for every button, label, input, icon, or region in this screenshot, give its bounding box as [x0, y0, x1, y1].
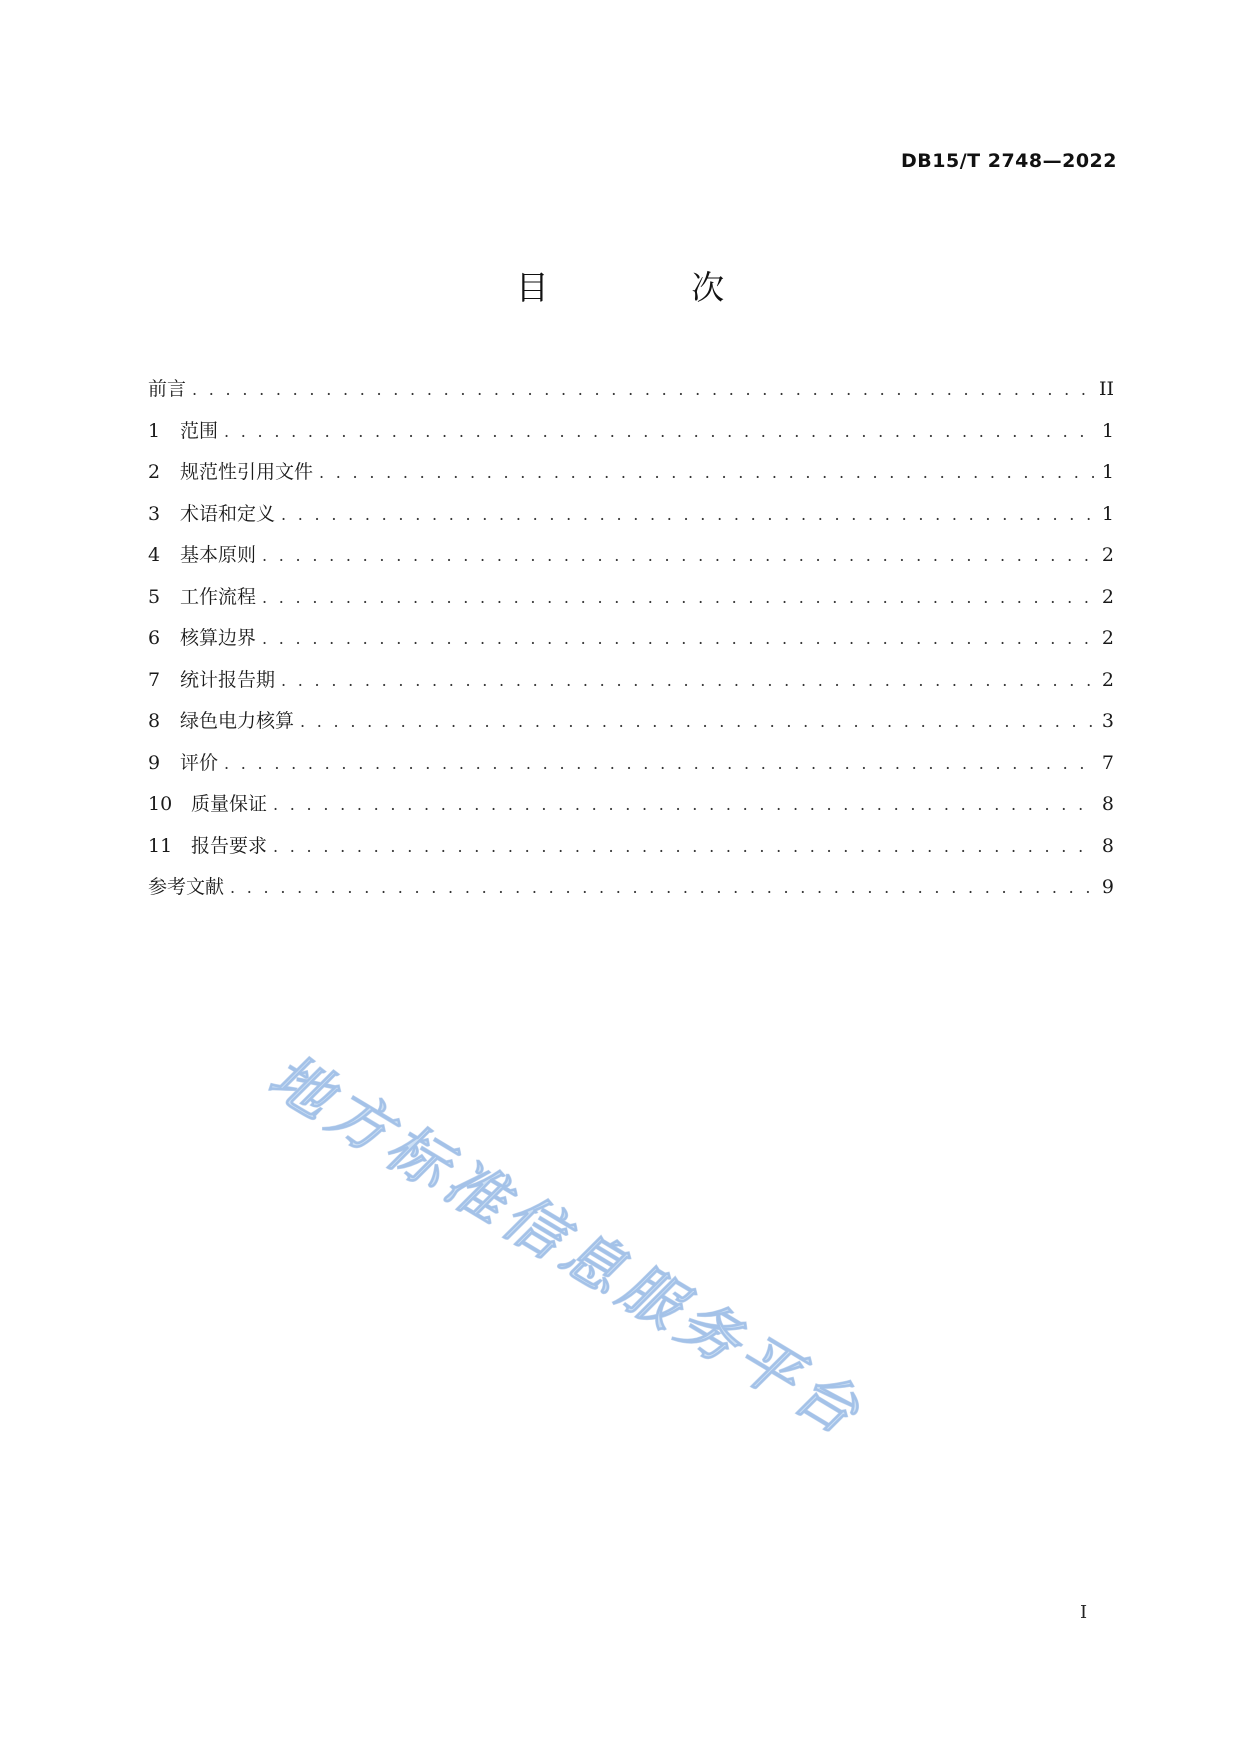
watermark-text: 地方标准信息服务平台 [257, 1041, 877, 1452]
toc-entry-number: 1 [148, 419, 161, 442]
toc-entry-label: 工作流程 [180, 585, 257, 608]
toc-entry-number: 5 [148, 585, 161, 608]
toc-entry-label: 报告要求 [191, 834, 268, 857]
toc-entry-page: 2 [1101, 585, 1114, 608]
table-of-contents [148, 374, 1114, 914]
toc-leader-dots [262, 588, 1094, 607]
toc-entry-label: 质量保证 [191, 793, 268, 815]
toc-entry-4[interactable] [148, 540, 1114, 582]
toc-leader-dots [273, 837, 1094, 856]
toc-entry-label: 绿色电力核算 [180, 710, 295, 732]
toc-entry-label: 基本原则 [180, 544, 257, 566]
toc-entry-label: 规范性引用文件 [180, 461, 314, 483]
toc-entry-9[interactable] [148, 748, 1114, 790]
toc-entry-label: 范围 [180, 419, 219, 442]
toc-entry-page: 2 [1101, 544, 1114, 566]
toc-entry-3[interactable] [148, 499, 1114, 541]
toc-entry-number: 7 [148, 668, 161, 691]
toc-entry-1[interactable] [148, 416, 1114, 458]
toc-entry-page: 2 [1101, 627, 1114, 649]
toc-entry-page: 8 [1101, 793, 1114, 815]
toc-leader-dots [319, 463, 1094, 482]
toc-leader-dots [230, 878, 1094, 897]
toc-entry-number: 8 [148, 710, 161, 732]
toc-entry-label: 评价 [180, 751, 219, 774]
toc-entry-number: 4 [148, 544, 161, 566]
page-number: I [1080, 1602, 1088, 1623]
toc-entry-number: 2 [148, 461, 161, 483]
toc-entry-page: 2 [1101, 668, 1114, 691]
toc-entry-label: 参考文献 [148, 876, 225, 898]
toc-entry-page: 3 [1101, 710, 1114, 732]
toc-entry-label: 核算边界 [180, 627, 257, 649]
toc-entry-label: 统计报告期 [180, 668, 276, 691]
toc-leader-dots [300, 712, 1094, 731]
toc-entry-page: 1 [1101, 461, 1114, 483]
toc-entry-label: 术语和定义 [180, 502, 276, 525]
toc-entry-page: 1 [1101, 419, 1114, 442]
toc-leader-dots [262, 629, 1094, 648]
toc-entry-page: 8 [1101, 834, 1114, 857]
toc-entry-number: 11 [148, 834, 173, 857]
toc-leader-dots [281, 671, 1094, 690]
toc-entry-label: 前言 [148, 378, 187, 400]
toc-leader-dots [273, 795, 1094, 814]
toc-entry-2[interactable] [148, 457, 1114, 499]
toc-entry-page: 9 [1101, 876, 1114, 898]
document-code: DB15/T 2748—2022 [901, 150, 1117, 172]
toc-leader-dots [224, 422, 1094, 441]
toc-entry-page: 7 [1101, 751, 1114, 774]
toc-entry-7[interactable] [148, 665, 1114, 707]
toc-entry-preface[interactable] [148, 374, 1114, 416]
toc-entry-number: 9 [148, 751, 161, 774]
toc-entry-6[interactable] [148, 623, 1114, 665]
toc-leader-dots [224, 754, 1094, 773]
toc-leader-dots [192, 380, 1091, 399]
toc-entry-10[interactable] [148, 789, 1114, 831]
toc-entry-page: II [1098, 378, 1114, 400]
toc-entry-11[interactable] [148, 831, 1114, 873]
toc-entry-number: 10 [148, 793, 173, 815]
toc-entry-page: 1 [1101, 502, 1114, 525]
toc-entry-number: 3 [148, 502, 161, 525]
toc-entry-number: 6 [148, 627, 161, 649]
toc-leader-dots [281, 505, 1094, 524]
toc-entry-references[interactable] [148, 872, 1114, 914]
toc-entry-5[interactable] [148, 582, 1114, 624]
toc-title: 目 次 [515, 268, 791, 307]
toc-entry-8[interactable] [148, 706, 1114, 748]
toc-leader-dots [262, 546, 1094, 565]
